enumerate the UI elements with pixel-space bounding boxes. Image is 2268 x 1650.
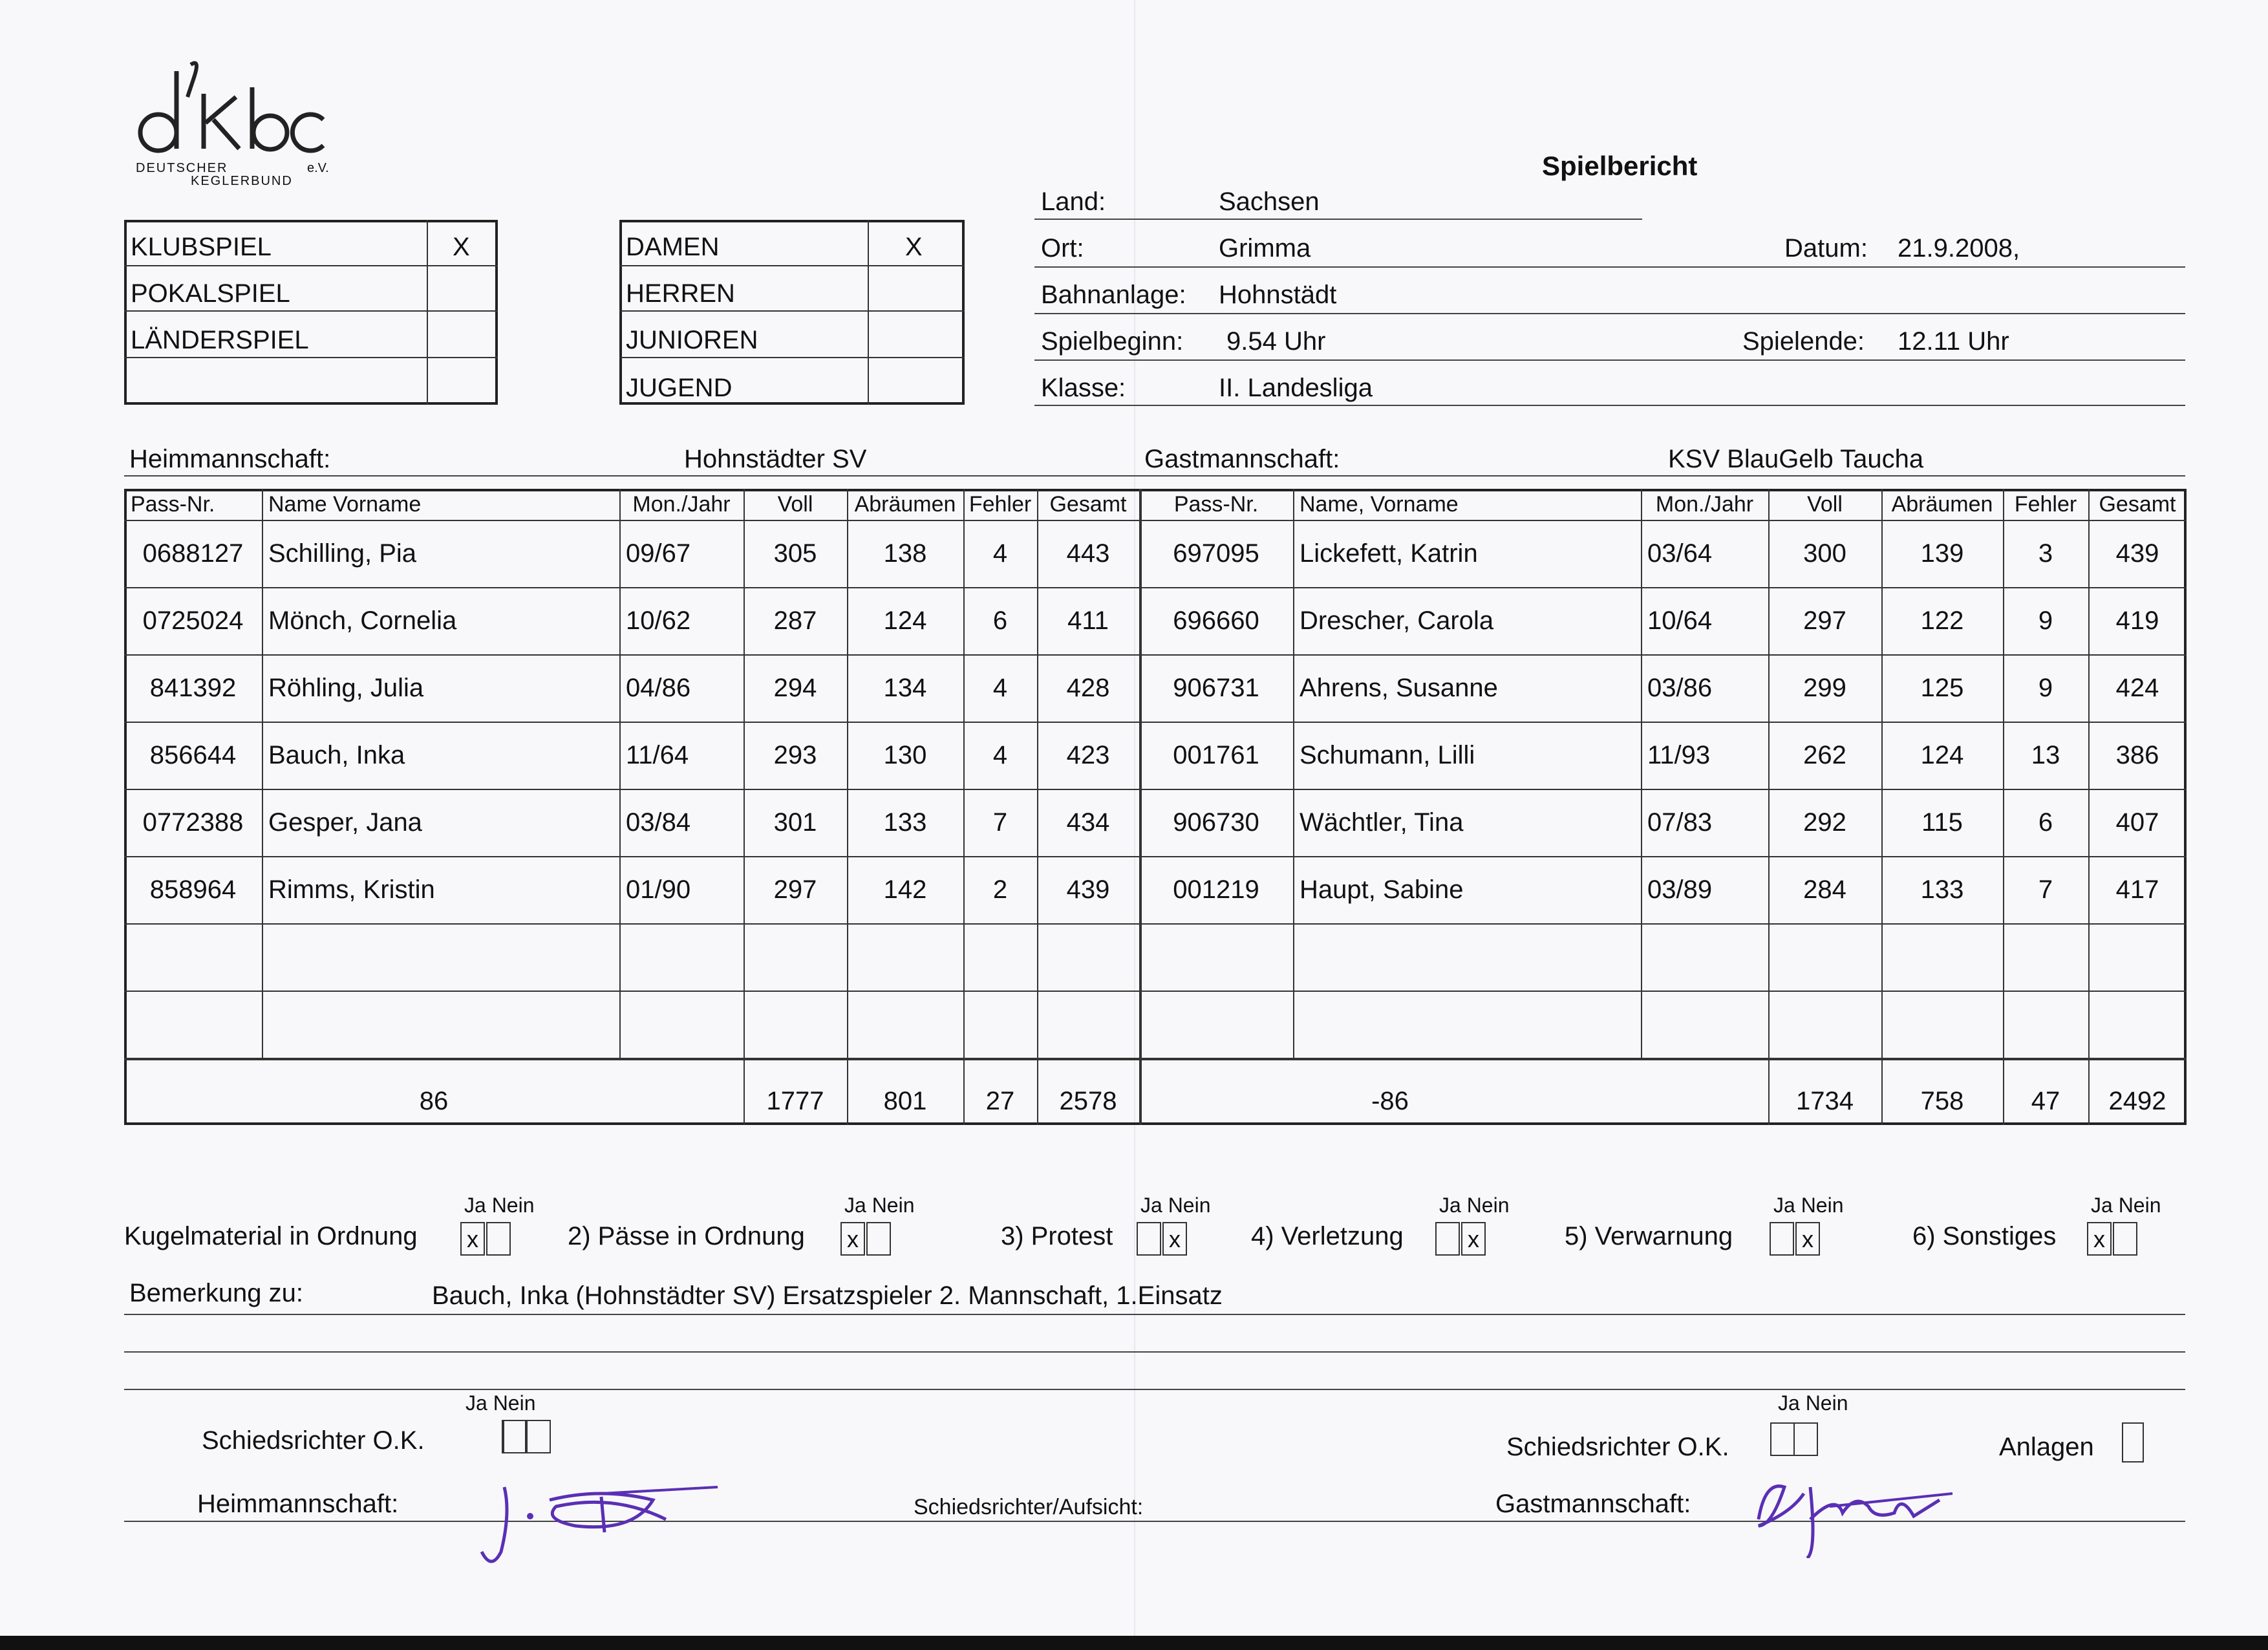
guest-row-4-col-4: 115 [1921, 808, 1963, 837]
guest-header-4: Abräumen [1891, 491, 1993, 517]
home-total-gesamt: 2578 [1059, 1086, 1117, 1115]
guest-signature [1746, 1455, 1965, 1558]
check-label-1: 2) Pässe in Ordnung [568, 1222, 805, 1250]
guest-row-5-col-0: 001219 [1173, 875, 1259, 904]
guest-row-1-col-4: 122 [1920, 606, 1964, 635]
home-row-1-col-6: 411 [1067, 606, 1109, 635]
check-label-0: Kugelmaterial in Ordnung [124, 1222, 418, 1250]
home-row-5-col-2: 01/90 [626, 875, 691, 904]
land-value: Sachsen [1219, 188, 1320, 216]
home-row-5-col-4: 142 [883, 875, 927, 904]
home-signature [472, 1461, 731, 1571]
home-header-1: Name Vorname [268, 491, 422, 517]
ref-ok-home-nein-box[interactable] [503, 1420, 528, 1453]
guest-row-0-col-3: 300 [1803, 539, 1846, 568]
check-nein-box-1[interactable] [866, 1222, 891, 1256]
home-header-3: Voll [777, 491, 813, 517]
klubspiel-mark[interactable]: X [453, 233, 470, 261]
check-ja-nein-3: Ja Nein [1439, 1194, 1510, 1217]
guest-row-0-col-6: 439 [2115, 539, 2159, 568]
home-row-2-col-4: 134 [883, 673, 927, 702]
ref-ok-guest-nein-box[interactable] [1793, 1422, 1818, 1456]
logo-ev: e.V. [307, 161, 329, 175]
ort-label: Ort: [1041, 234, 1084, 262]
home-row-4-col-1: Gesper, Jana [268, 808, 422, 837]
guest-total-abraeumen: 758 [1920, 1086, 1964, 1115]
guest-row-0-col-1: Lickefett, Katrin [1300, 539, 1478, 568]
datum-label: Datum: [1784, 234, 1868, 262]
check-ja-box-5[interactable]: x [2087, 1222, 2112, 1256]
guest-row-5-col-4: 133 [1920, 875, 1964, 904]
home-row-4-col-6: 434 [1066, 808, 1110, 837]
klasse-label: Klasse: [1041, 374, 1126, 402]
home-row-1-col-1: Mönch, Cornelia [268, 606, 457, 635]
guest-total-fehler: 47 [2031, 1086, 2060, 1115]
home-row-1-col-4: 124 [883, 606, 927, 635]
footer-home-label: Heimmannschaft: [197, 1490, 399, 1518]
check-label-5: 6) Sonstiges [1912, 1222, 2057, 1250]
bahnanlage-label: Bahnanlage: [1041, 281, 1186, 309]
guest-row-5-col-6: 417 [2115, 875, 2159, 904]
guest-header-5: Fehler [2014, 491, 2077, 517]
check-nein-box-3[interactable]: x [1461, 1222, 1486, 1256]
guest-row-2-col-0: 906731 [1173, 673, 1259, 702]
guest-row-1-col-6: 419 [2115, 606, 2159, 635]
ref-ok-guest-label: Schiedsrichter O.K. [1506, 1433, 1729, 1461]
guest-row-2-col-3: 299 [1803, 673, 1846, 702]
home-row-3-col-5: 4 [992, 740, 1008, 769]
home-team-name: Hohnstädter SV [684, 445, 867, 473]
home-row-4-col-0: 0772388 [142, 808, 244, 837]
logo-line1: DEUTSCHER [136, 161, 228, 175]
guest-row-0-col-4: 139 [1920, 539, 1964, 568]
laenderspiel-label: LÄNDERSPIEL [131, 326, 309, 354]
guest-row-3-col-3: 262 [1803, 740, 1846, 769]
guest-row-4-col-2: 07/83 [1647, 808, 1713, 837]
guest-row-2-col-5: 9 [2038, 673, 2053, 702]
check-ja-nein-4: Ja Nein [1773, 1194, 1844, 1217]
home-total-fehler: 27 [985, 1086, 1015, 1115]
home-row-1-col-5: 6 [992, 606, 1008, 635]
guest-row-2-col-6: 424 [2115, 673, 2159, 702]
ref-ok-guest-ja-box[interactable] [1770, 1422, 1795, 1456]
guest-row-4-col-6: 407 [2115, 808, 2159, 837]
bahnanlage-value: Hohnstädt [1219, 281, 1337, 309]
ref-ok-ja-nein-right: Ja Nein [1778, 1391, 1848, 1415]
anlagen-label: Anlagen [1999, 1433, 2094, 1461]
ref-ok-home-nein-box2[interactable] [526, 1420, 551, 1453]
check-nein-box-5[interactable] [2113, 1222, 2137, 1256]
guest-total-diff: -86 [1371, 1086, 1409, 1115]
home-row-5-col-3: 297 [773, 875, 817, 904]
guest-row-3-col-5: 13 [2031, 740, 2060, 769]
check-nein-box-0[interactable] [486, 1222, 511, 1256]
dkbc-logo [129, 58, 343, 188]
home-row-5-col-0: 858964 [149, 875, 237, 904]
damen-label: DAMEN [626, 233, 720, 261]
ref-ok-ja-nein-left: Ja Nein [465, 1391, 536, 1415]
pokalspiel-label: POKALSPIEL [131, 279, 290, 308]
guest-team-label: Gastmannschaft: [1144, 445, 1340, 473]
home-row-3-col-3: 293 [773, 740, 817, 769]
check-label-3: 4) Verletzung [1251, 1222, 1404, 1250]
home-row-2-col-2: 04/86 [626, 673, 691, 702]
guest-row-1-col-5: 9 [2038, 606, 2053, 635]
guest-row-1-col-2: 10/64 [1647, 606, 1713, 635]
guest-row-0-col-2: 03/64 [1647, 539, 1713, 568]
spielbeginn-value: 9.54 Uhr [1226, 327, 1326, 356]
check-ja-box-2[interactable] [1137, 1222, 1161, 1256]
guest-row-4-col-3: 292 [1803, 808, 1846, 837]
guest-header-1: Name, Vorname [1300, 491, 1459, 517]
home-row-3-col-2: 11/64 [626, 740, 689, 769]
home-row-0-col-2: 09/67 [626, 539, 691, 568]
guest-row-0-col-5: 3 [2038, 539, 2053, 568]
guest-row-1-col-1: Drescher, Carola [1300, 606, 1494, 635]
check-nein-box-2[interactable]: x [1162, 1222, 1187, 1256]
home-header-2: Mon./Jahr [632, 491, 731, 517]
junioren-label: JUNIOREN [626, 326, 758, 354]
logo-line2: KEGLERBUND [191, 174, 293, 188]
home-row-3-col-1: Bauch, Inka [268, 740, 405, 769]
guest-header-0: Pass-Nr. [1173, 491, 1259, 517]
home-row-4-col-5: 7 [992, 808, 1008, 837]
guest-row-3-col-0: 001761 [1173, 740, 1259, 769]
footer-ref-label: Schiedsrichter/Aufsicht: [914, 1495, 1144, 1519]
check-ja-nein-5: Ja Nein [2091, 1194, 2161, 1217]
home-row-2-col-5: 4 [992, 673, 1008, 702]
home-total-diff: 86 [419, 1086, 449, 1115]
klasse-value: II. Landesliga [1219, 374, 1373, 402]
home-row-1-col-0: 0725024 [142, 606, 244, 635]
home-total-abraeumen: 801 [883, 1086, 927, 1115]
check-ja-box-0[interactable]: x [460, 1222, 485, 1256]
guest-row-2-col-2: 03/86 [1647, 673, 1713, 702]
guest-row-5-col-3: 284 [1803, 875, 1846, 904]
check-nein-box-4[interactable]: x [1795, 1222, 1820, 1256]
check-label-2: 3) Protest [1001, 1222, 1113, 1250]
home-row-3-col-6: 423 [1066, 740, 1110, 769]
home-row-5-col-5: 2 [992, 875, 1008, 904]
home-row-4-col-3: 301 [773, 808, 817, 837]
guest-row-4-col-5: 6 [2038, 808, 2053, 837]
home-row-2-col-3: 294 [773, 673, 817, 702]
guest-row-5-col-5: 7 [2038, 875, 2053, 904]
home-row-1-col-2: 10/62 [626, 606, 691, 635]
home-row-3-col-0: 856644 [149, 740, 237, 769]
home-row-4-col-2: 03/84 [626, 808, 691, 837]
guest-header-3: Voll [1807, 491, 1843, 517]
home-header-4: Abräumen [854, 491, 956, 517]
damen-mark[interactable]: X [905, 233, 923, 261]
guest-row-1-col-3: 297 [1803, 606, 1846, 635]
guest-row-4-col-0: 906730 [1173, 808, 1259, 837]
guest-header-2: Mon./Jahr [1655, 491, 1754, 517]
home-header-5: Fehler [968, 491, 1032, 517]
guest-row-3-col-6: 386 [2115, 740, 2159, 769]
anlagen-box[interactable] [2122, 1422, 2144, 1462]
datum-value: 21.9.2008, [1898, 234, 2020, 262]
check-ja-nein-2: Ja Nein [1140, 1194, 1211, 1217]
check-ja-nein-0: Ja Nein [464, 1194, 535, 1217]
footer-guest-label: Gastmannschaft: [1495, 1490, 1691, 1518]
guest-row-5-col-2: 03/89 [1647, 875, 1713, 904]
guest-row-2-col-1: Ahrens, Susanne [1300, 673, 1498, 702]
guest-row-1-col-0: 696660 [1173, 606, 1259, 635]
home-row-5-col-6: 439 [1066, 875, 1110, 904]
guest-header-6: Gesamt [2099, 491, 2176, 517]
check-ja-box-4[interactable] [1770, 1222, 1794, 1256]
guest-total-gesamt: 2492 [2108, 1086, 2166, 1115]
guest-row-3-col-1: Schumann, Lilli [1300, 740, 1475, 769]
page-title: Spielbericht [1542, 151, 1698, 181]
home-row-5-col-1: Rimms, Kristin [268, 875, 435, 904]
home-row-0-col-5: 4 [992, 539, 1008, 568]
home-row-2-col-1: Röhling, Julia [268, 673, 424, 702]
check-ja-box-1[interactable]: x [840, 1222, 865, 1256]
guest-row-3-col-4: 124 [1920, 740, 1964, 769]
home-team-label: Heimmannschaft: [129, 445, 331, 473]
herren-label: HERREN [626, 279, 735, 308]
spielbeginn-label: Spielbeginn: [1041, 327, 1184, 356]
home-row-0-col-6: 443 [1066, 539, 1110, 568]
home-row-1-col-3: 287 [773, 606, 817, 635]
home-row-0-col-4: 138 [883, 539, 927, 568]
spielende-value: 12.11 Uhr [1898, 327, 2009, 356]
ort-value: Grimma [1219, 234, 1311, 262]
remark-label: Bemerkung zu: [129, 1279, 304, 1307]
home-total-voll: 1777 [766, 1086, 824, 1115]
home-row-3-col-4: 130 [883, 740, 927, 769]
check-ja-box-3[interactable] [1435, 1222, 1460, 1256]
home-row-2-col-0: 841392 [149, 673, 237, 702]
guest-total-voll: 1734 [1796, 1086, 1854, 1115]
guest-row-4-col-1: Wächtler, Tina [1300, 808, 1464, 837]
home-row-0-col-0: 0688127 [142, 539, 244, 568]
home-header-6: Gesamt [1049, 491, 1127, 517]
guest-team-name: KSV BlauGelb Taucha [1668, 445, 1924, 473]
home-row-2-col-6: 428 [1066, 673, 1110, 702]
check-label-4: 5) Verwarnung [1565, 1222, 1733, 1250]
klubspiel-label: KLUBSPIEL [131, 233, 272, 261]
home-row-0-col-3: 305 [773, 539, 817, 568]
spielende-label: Spielende: [1742, 327, 1865, 356]
guest-row-0-col-0: 697095 [1173, 539, 1259, 568]
home-row-4-col-4: 133 [883, 808, 927, 837]
home-header-0: Pass-Nr. [131, 491, 215, 517]
guest-row-2-col-4: 125 [1920, 673, 1964, 702]
land-label: Land: [1041, 188, 1106, 216]
ref-ok-home-label: Schiedsrichter O.K. [202, 1426, 425, 1455]
remark-text: Bauch, Inka (Hohnstädter SV) Ersatzspieler 2. Mannschaft, 1.Einsatz [432, 1281, 1223, 1310]
check-ja-nein-1: Ja Nein [844, 1194, 915, 1217]
home-row-0-col-1: Schilling, Pia [268, 539, 417, 568]
guest-row-5-col-1: Haupt, Sabine [1300, 875, 1464, 904]
scan-bottom-edge [0, 1636, 2268, 1650]
jugend-label: JUGEND [626, 374, 733, 402]
guest-row-3-col-2: 11/93 [1647, 740, 1711, 769]
